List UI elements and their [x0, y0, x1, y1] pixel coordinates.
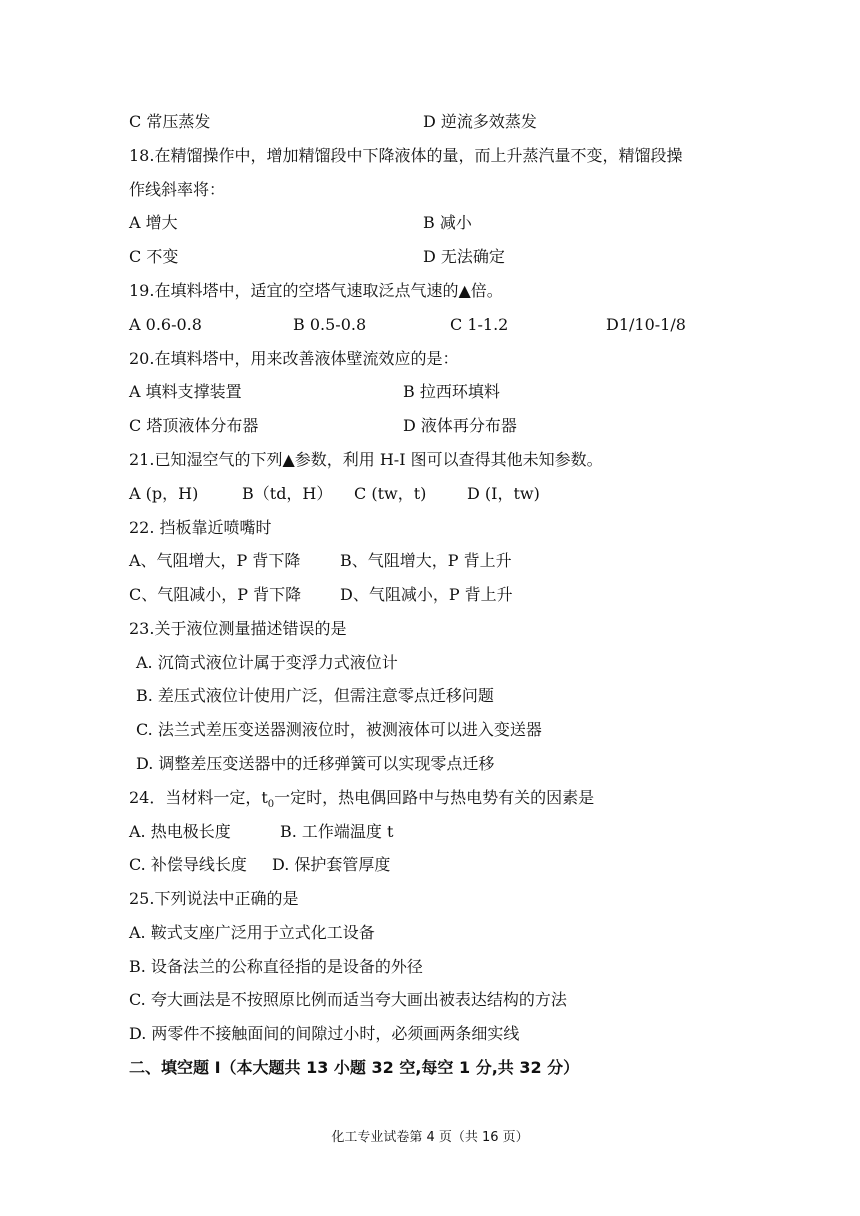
- q20-stem: 20.在填料塔中，用来改善液体壁流效应的是：: [129, 349, 459, 368]
- q21-option-c: C (tw，t): [354, 484, 427, 503]
- q19-stem-text: 19.在填料塔中，适宜的空塔气速取泛点气速的: [129, 281, 459, 300]
- q21-option-a: A (p，H): [129, 484, 199, 503]
- q21-option-b: B（td，H）: [242, 484, 333, 503]
- q24-option-c: C. 补偿导线长度: [129, 855, 247, 874]
- q17-option-d: D 逆流多效蒸发: [423, 112, 537, 131]
- q21-option-d: D (I，tw): [467, 484, 540, 503]
- q23-option-a: A. 沉筒式液位计属于变浮力式液位计: [136, 653, 398, 672]
- q20-option-d: D 液体再分布器: [403, 416, 517, 435]
- q24-stem-text: 24．当材料一定，t: [129, 788, 268, 807]
- q24-option-a: A. 热电极长度: [129, 822, 231, 841]
- q18-option-b: B 减小: [423, 213, 472, 232]
- q20-option-a: A 填料支撑装置: [129, 382, 242, 401]
- q18-option-c: C 不变: [129, 247, 179, 266]
- q19-option-a: A 0.6-0.8: [129, 315, 202, 334]
- q23-option-d: D. 调整差压变送器中的迁移弹簧可以实现零点迁移: [136, 754, 495, 773]
- q22-option-d: D、气阻减小，P 背上升: [340, 585, 513, 604]
- q20-option-c: C 塔顶液体分布器: [129, 416, 259, 435]
- q23-option-b: B. 差压式液位计使用广泛，但需注意零点迁移问题: [136, 686, 494, 705]
- q19-option-c: C 1-1.2: [450, 315, 509, 334]
- section-2-heading: 二、填空题 I（本大题共 13 小题 32 空,每空 1 分,共 32 分）: [129, 1058, 580, 1077]
- q19-option-d: D1/10-1/8: [606, 315, 686, 334]
- q22-option-a: A、气阻增大，P 背下降: [129, 551, 301, 570]
- q17-option-c: C 常压蒸发: [129, 112, 211, 131]
- q18-option-d: D 无法确定: [423, 247, 505, 266]
- q24-stem-tail: 一定时，热电偶回路中与热电势有关的因素是: [274, 788, 595, 807]
- q24-option-b: B. 工作端温度 t: [280, 822, 394, 841]
- q18-stem-line2: 作线斜率将：: [129, 180, 226, 199]
- q21-stem: [129, 450, 603, 470]
- triangle-marker-icon: ▲: [282, 450, 295, 469]
- q24-stem: [129, 788, 594, 815]
- q21-stem-text: 21.已知湿空气的下列: [129, 450, 283, 469]
- q23-option-c: C. 法兰式差压变送器测液位时，被测液体可以进入变送器: [136, 720, 542, 739]
- q19-stem-tail: 倍。: [470, 281, 503, 300]
- q22-stem: 22. 挡板靠近喷嘴时: [129, 518, 272, 537]
- q19-option-b: B 0.5-0.8: [293, 315, 367, 334]
- q18-option-a: A 增大: [129, 213, 178, 232]
- triangle-marker-icon: ▲: [458, 281, 471, 300]
- q24-option-d: D. 保护套管厚度: [272, 855, 391, 874]
- q22-option-b: B、气阻增大，P 背上升: [340, 551, 512, 570]
- q19-stem: [129, 281, 503, 301]
- q22-option-c: C、气阻减小，P 背下降: [129, 585, 302, 604]
- q25-option-b: B. 设备法兰的公称直径指的是设备的外径: [129, 957, 423, 976]
- q25-option-d: D. 两零件不接触面间的间隙过小时，必须画两条细实线: [129, 1024, 520, 1043]
- q20-option-b: B 拉西环填料: [403, 382, 500, 401]
- q25-option-c: C. 夸大画法是不按照原比例而适当夸大画出被表达结构的方法: [129, 990, 567, 1009]
- q24-subscript: 0: [267, 799, 275, 811]
- page-footer: 化工专业试卷第 4 页（共 16 页）: [331, 1130, 529, 1145]
- q18-stem-line1: 18.在精馏操作中，增加精馏段中下降液体的量，而上升蒸汽量不变，精馏段操: [129, 146, 683, 165]
- q25-stem: 25.下列说法中正确的是: [129, 889, 299, 908]
- q21-stem-tail: 参数，利用 H-I 图可以查得其他未知参数。: [294, 450, 603, 469]
- q23-stem: 23.关于液位测量描述错误的是: [129, 619, 347, 638]
- q25-option-a: A. 鞍式支座广泛用于立式化工设备: [129, 923, 375, 942]
